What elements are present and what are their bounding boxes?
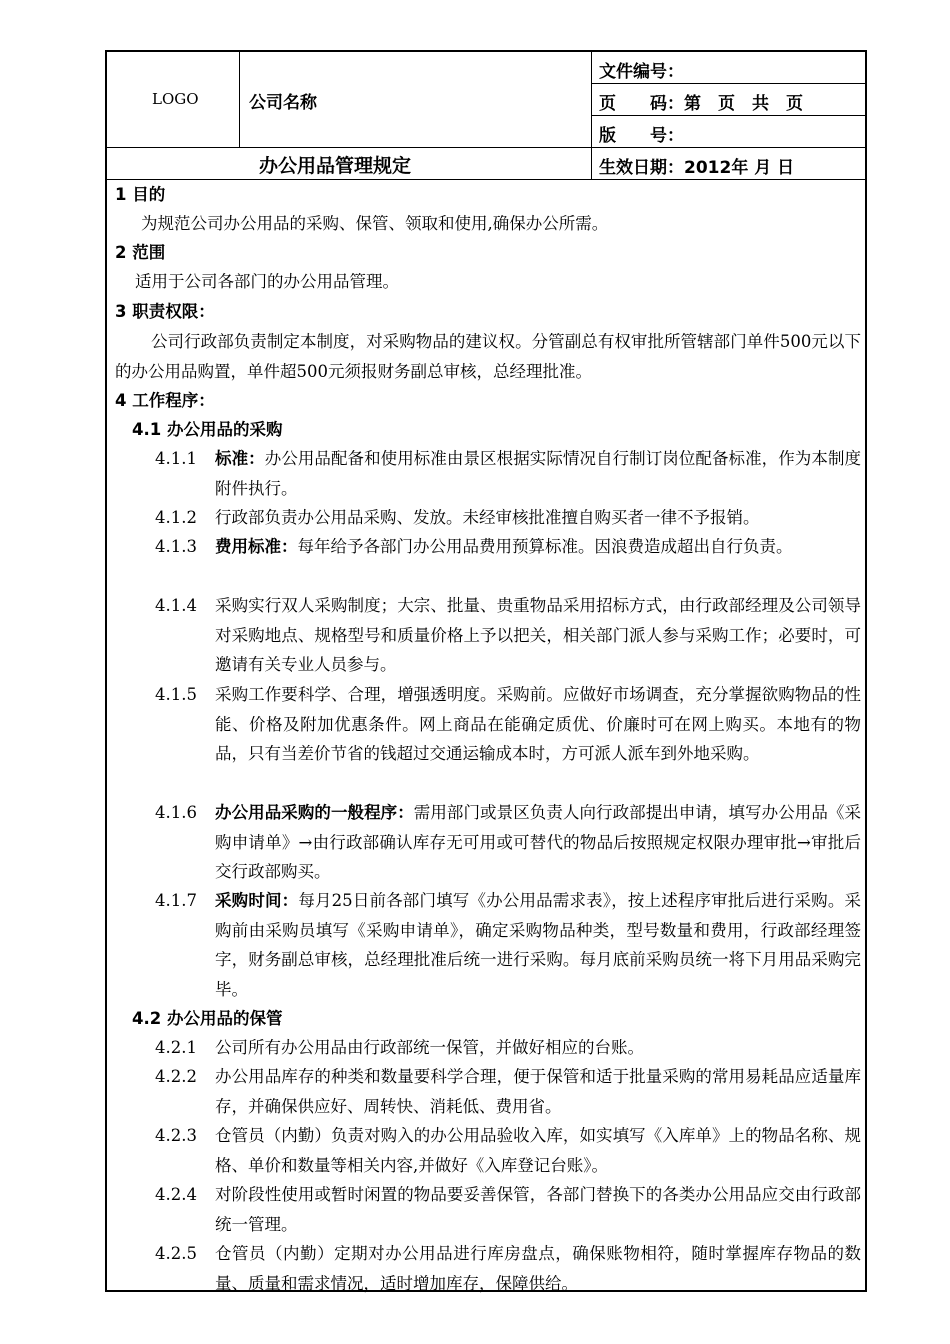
list-item xyxy=(107,1121,869,1180)
item-text xyxy=(215,503,861,533)
list-item xyxy=(107,591,869,680)
item-body: 仓管员（内勤）定期对办公用品进行库房盘点，确保账物相符，随时掌握库存物品的数量、质量和需求情况，适时增加库存，保障供给。 xyxy=(215,1244,861,1293)
item-text xyxy=(215,444,861,503)
section-3-text: 公司行政部负责制定本制度，对采购物品的建议权。分管副总有权审批所管辖部门单件500元以下的办公用品购置，单件超500元须报财务副总审核，总经理批准。 xyxy=(115,332,861,381)
item-number: 4.2.2 xyxy=(155,1067,197,1086)
item-text xyxy=(215,591,861,680)
header-bottom-line xyxy=(107,179,867,180)
list-item xyxy=(107,1033,869,1063)
list-item xyxy=(107,532,869,591)
item-label: 采购时间： xyxy=(215,891,299,910)
item-number: 4.1.6 xyxy=(155,803,197,822)
item-text xyxy=(215,1121,861,1180)
item-text xyxy=(215,886,861,1004)
section-4-title: 4 工作程序： xyxy=(115,391,215,410)
item-number: 4.2.5 xyxy=(155,1244,197,1263)
item-number: 4.2.4 xyxy=(155,1185,197,1204)
header-row-line-3 xyxy=(107,147,867,148)
item-text xyxy=(215,680,861,769)
company-name: 公司名称 xyxy=(249,93,317,113)
version-label: 版 号： xyxy=(599,126,684,146)
item-label: 费用标准： xyxy=(215,537,298,556)
item-body: 每年给予各部门办公用品费用预算标准。因浪费造成超出自行负责。 xyxy=(297,537,793,556)
item-body: 每月25日前各部门填写《办公用品需求表》，按上述程序审批后进行采购。采购前由采购员填写《采购申请单》，确定采购物品种类，型号数量和费用，行政部经理签字，财务副总审核，总经理批准后统一进行采购。每月底前采购员统一将下月用品采购完毕。 xyxy=(215,891,862,999)
section-2-text: 适用于公司各部门的办公用品管理。 xyxy=(135,272,399,291)
logo-placeholder: LOGO xyxy=(152,90,199,108)
item-number: 4.1.2 xyxy=(155,508,197,527)
header-divider-meta xyxy=(591,52,592,180)
item-number: 4.1.1 xyxy=(155,449,197,468)
header-row-line-1 xyxy=(591,83,867,84)
document-frame xyxy=(105,50,867,1292)
item-body: 办公用品配备和使用标准由景区根据实际情况自行制订岗位配备标准，作为本制度附件执行。 xyxy=(215,449,862,498)
list-item xyxy=(107,1180,869,1239)
item-number: 4.1.4 xyxy=(155,596,197,615)
section-1-title: 1 目的 xyxy=(115,185,166,204)
list-item xyxy=(107,1062,869,1121)
item-body: 对阶段性使用或暂时闲置的物品要妥善保管，各部门替换下的各类办公用品应交由行政部统一管理。 xyxy=(215,1185,861,1234)
list-item xyxy=(107,503,869,533)
item-number: 4.2.1 xyxy=(155,1038,197,1057)
section-4-2-title: 4.2 办公用品的保管 xyxy=(132,1009,283,1028)
effective-date: 生效日期：2012年 月 日 xyxy=(599,158,795,178)
document-title: 办公用品管理规定 xyxy=(259,155,412,177)
item-body: 仓管员（内勤）负责对购入的办公用品验收入库，如实填写《入库单》上的物品名称、规格、单价和数量等相关内容,并做好《入库登记台账》。 xyxy=(215,1126,861,1175)
header-row-line-2 xyxy=(591,115,867,116)
list-item xyxy=(107,1239,869,1298)
item-number: 4.1.5 xyxy=(155,685,197,704)
list-item xyxy=(107,680,869,798)
section-1-text: 为规范公司办公用品的采购、保管、领取和使用,确保办公所需。 xyxy=(141,214,609,233)
section-3-title: 3 职责权限： xyxy=(115,302,215,321)
item-body: 采购实行双人采购制度；大宗、批量、贵重物品采用招标方式，由行政部经理及公司领导对采购地点、规格型号和质量价格上予以把关，相关部门派人参与采购工作；必要时，可邀请有关专业人员参与。 xyxy=(215,596,861,674)
header-divider-logo xyxy=(239,52,240,147)
item-body: 需用部门或景区负责人向行政部提出申请，填写办公用品《采购申请单》→由行政部确认库存无可用或可替代的物品后按照规定权限办理审批→审批后交行政部购买。 xyxy=(215,803,862,881)
item-body: 办公用品库存的种类和数量要科学合理，便于保管和适于批量采购的常用易耗品应适量库存，并确保供应好、周转快、消耗低、费用省。 xyxy=(215,1067,861,1116)
item-number: 4.2.3 xyxy=(155,1126,197,1145)
section-2-title: 2 范围 xyxy=(115,243,166,262)
item-text xyxy=(215,532,861,562)
item-label: 办公用品采购的一般程序： xyxy=(215,803,414,822)
item-body: 公司所有办公用品由行政部统一保管，并做好相应的台账。 xyxy=(215,1038,644,1057)
item-text xyxy=(215,798,861,887)
section-4-1-title: 4.1 办公用品的采购 xyxy=(132,420,283,439)
file-number-label: 文件编号： xyxy=(599,62,684,82)
list-item xyxy=(107,798,869,887)
item-number: 4.1.7 xyxy=(155,891,197,910)
item-text xyxy=(215,1033,861,1063)
page-number-label: 页 码：第 页 共 页 xyxy=(599,94,803,114)
list-item xyxy=(107,444,869,503)
item-text xyxy=(215,1239,861,1298)
item-text xyxy=(215,1180,861,1239)
item-number: 4.1.3 xyxy=(155,537,197,556)
item-text xyxy=(215,1062,861,1121)
item-body: 采购工作要科学、合理，增强透明度。采购前。应做好市场调查，充分掌握欲购物品的性能、价格及附加优惠条件。网上商品在能确定质优、价廉时可在网上购买。本地有的物品，只有当差价节省的钱超过交通运输成本时，方可派人派车到外地采购。 xyxy=(215,685,861,763)
item-body: 行政部负责办公用品采购、发放。未经审核批准擅自购买者一律不予报销。 xyxy=(215,508,760,527)
item-label: 标准： xyxy=(215,449,265,468)
list-item xyxy=(107,886,869,1004)
